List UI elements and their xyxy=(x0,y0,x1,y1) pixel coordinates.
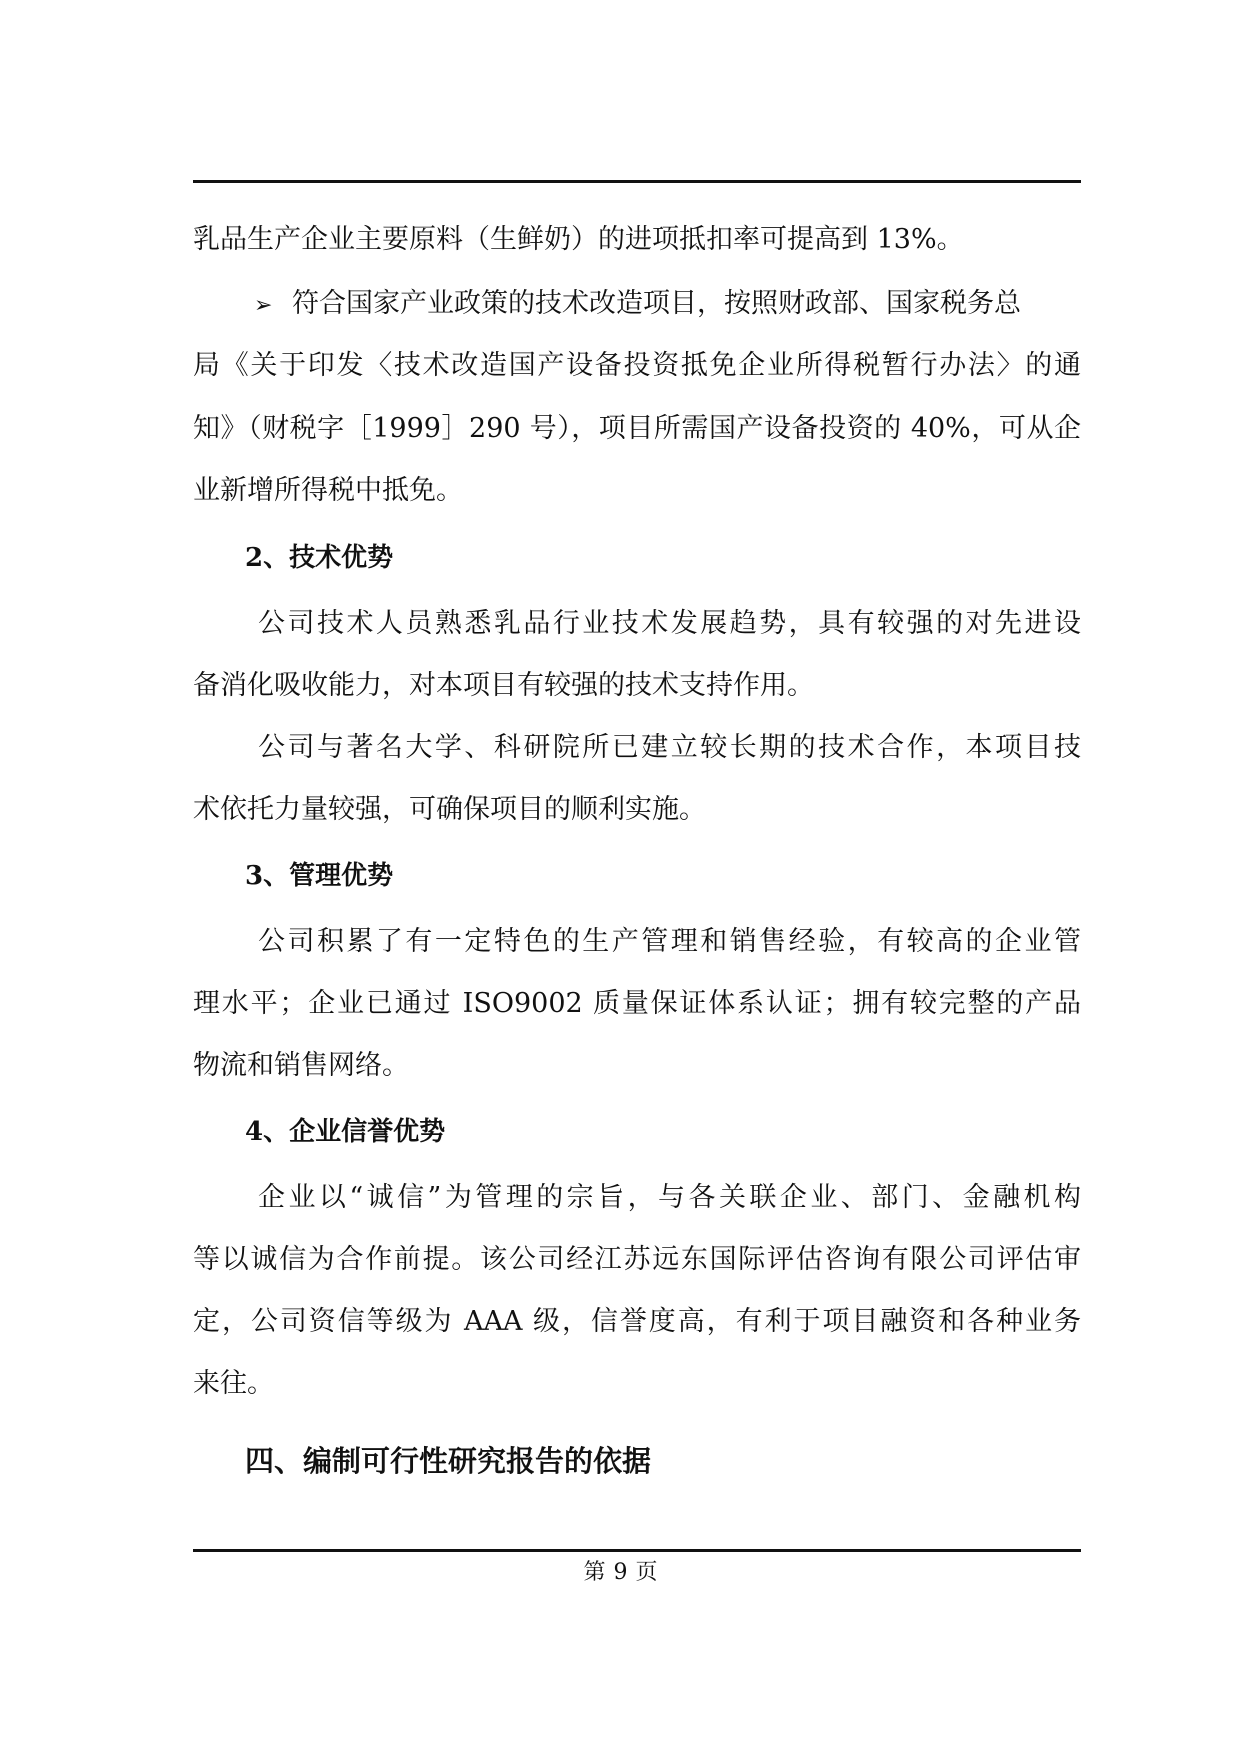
bullet-text: 符合国家产业政策的技术改造项目，按照财政部、国家税务总 xyxy=(292,288,1021,319)
paragraph-line: 等以诚信为合作前提。该公司经江苏远东国际评估咨询有限公司评估审 xyxy=(193,1244,1081,1275)
header-rule xyxy=(193,180,1081,183)
page-number: 9 xyxy=(613,1560,628,1585)
subsection-heading-reputation: 4、企业信誉优势 xyxy=(245,1117,446,1147)
paragraph-line: 企业以“诚信”为管理的宗旨，与各关联企业、部门、金融机构 xyxy=(258,1182,1081,1213)
paragraph-line: 公司与著名大学、科研院所已建立较长期的技术合作，本项目技 xyxy=(258,732,1081,763)
subsection-heading-tech: 2、技术优势 xyxy=(245,543,394,573)
paragraph-line: 来往。 xyxy=(193,1368,274,1399)
paragraph-line: 理水平；企业已通过 ISO9002 质量保证体系认证；拥有较完整的产品 xyxy=(193,988,1081,1019)
paragraph-line: 局《关于印发〈技术改造国产设备投资抵免企业所得税暂行办法〉的通 xyxy=(193,350,1081,381)
page-number-suffix: 页 xyxy=(635,1560,658,1585)
subsection-heading-management: 3、管理优势 xyxy=(245,861,394,891)
paragraph-line: 术依托力量较强，可确保项目的顺利实施。 xyxy=(193,794,706,825)
page-number-prefix: 第 xyxy=(583,1560,606,1585)
paragraph-line: 公司积累了有一定特色的生产管理和销售经验，有较高的企业管 xyxy=(258,926,1081,957)
paragraph-line: 备消化吸收能力，对本项目有较强的技术支持作用。 xyxy=(193,670,814,701)
paragraph-line: 物流和销售网络。 xyxy=(193,1050,409,1081)
paragraph-line: 乳品生产企业主要原料（生鲜奶）的进项抵扣率可提高到 13%。 xyxy=(193,224,964,255)
section-heading-basis: 四、编制可行性研究报告的依据 xyxy=(245,1444,652,1478)
paragraph-line: 知》（财税字［1999］290 号），项目所需国产设备投资的 40%，可从企 xyxy=(193,413,1081,444)
paragraph-line: 业新增所得税中抵免。 xyxy=(193,475,463,506)
page-number-footer xyxy=(0,1558,1241,1588)
arrow-bullet-icon: ➢ xyxy=(254,293,273,318)
footer-rule xyxy=(193,1549,1081,1552)
bullet-paragraph-line xyxy=(254,286,1021,322)
paragraph-line: 公司技术人员熟悉乳品行业技术发展趋势，具有较强的对先进设 xyxy=(258,608,1081,639)
paragraph-line: 定，公司资信等级为 AAA 级，信誉度高，有利于项目融资和各种业务 xyxy=(193,1306,1081,1337)
